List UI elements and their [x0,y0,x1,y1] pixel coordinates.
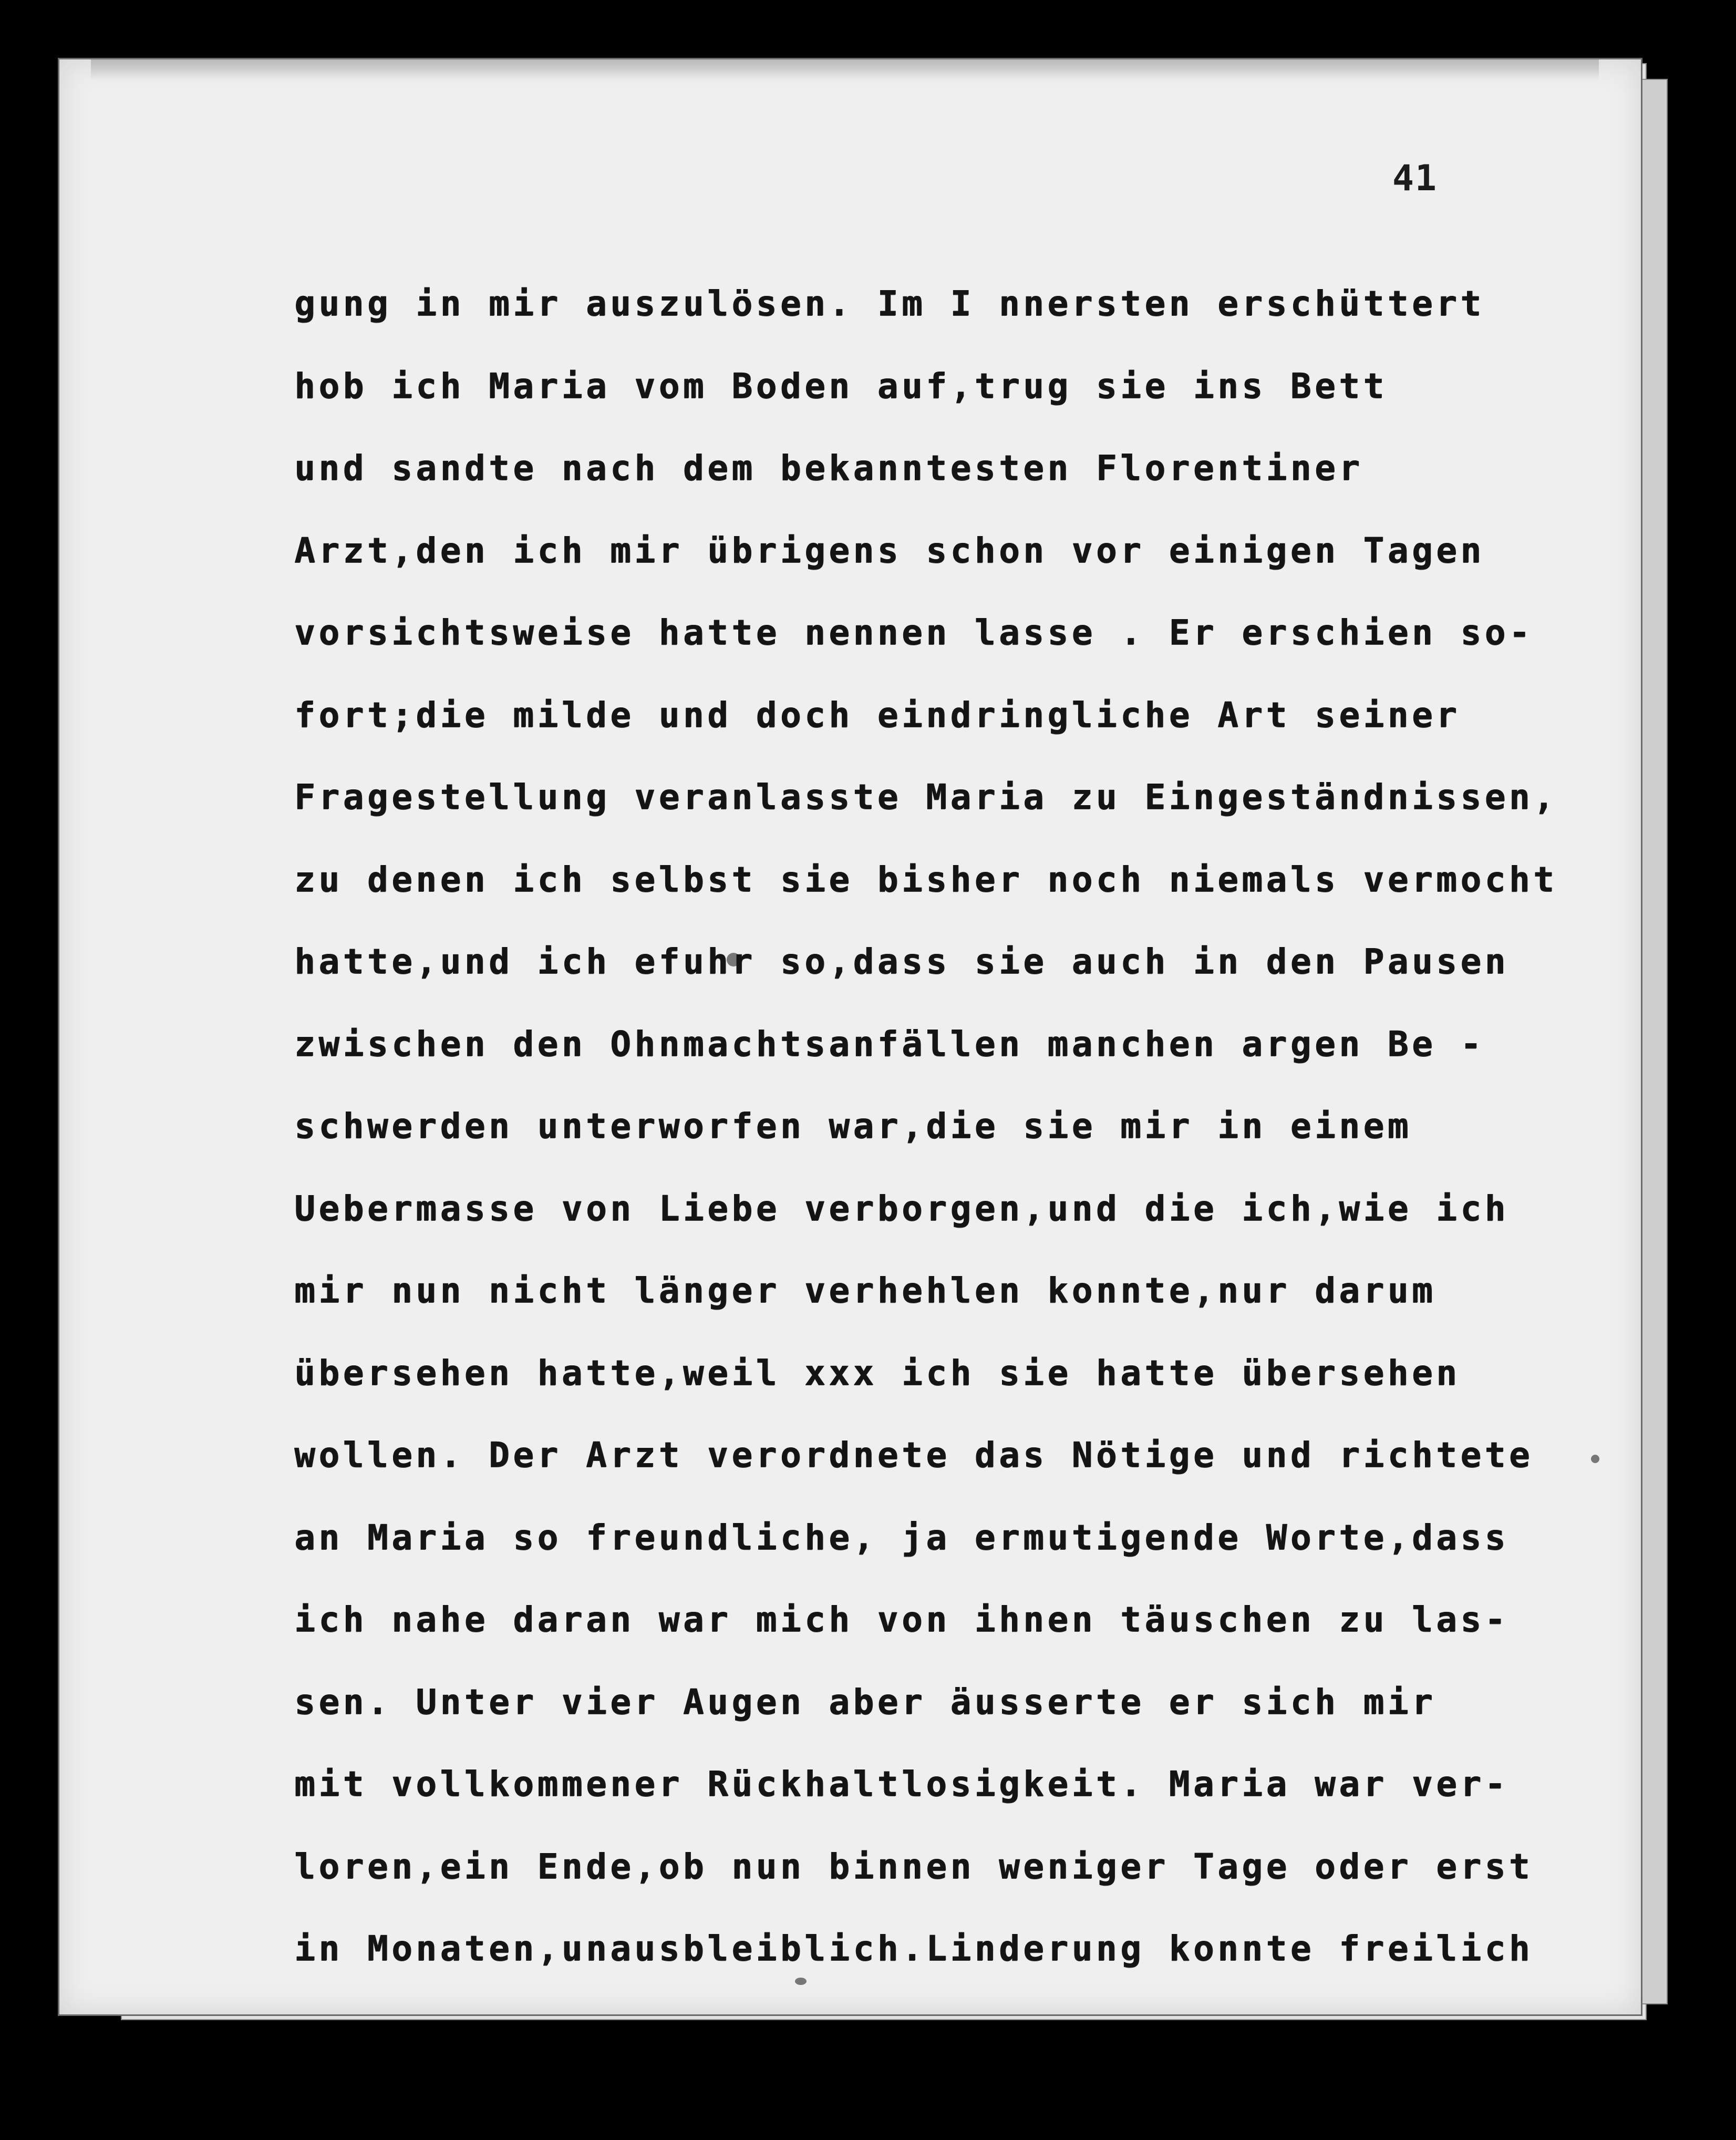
text-line: mit vollkommener Rückhaltlosigkeit. Maria war ver- [294,1764,1509,1804]
text-line: sen. Unter vier Augen aber äusserte er sich mir [294,1681,1437,1722]
text-line: in Monaten,unausbleiblich.Linderung konnte freilich [294,1928,1534,1969]
text-line: an Maria so freundliche, ja ermutigende Worte,dass [294,1517,1509,1558]
text-line: hob ich Maria vom Boden auf,trug sie ins Bett [294,365,1388,406]
text-line: übersehen hatte,weil xxx ich sie hatte übersehen [294,1352,1461,1393]
page-number: 41 [1392,158,1438,199]
text-line: zu denen ich selbst sie bisher noch niemals vermocht [294,859,1558,900]
text-line: hatte,und ich efuhr so,dass sie auch in den Pausen [294,941,1509,982]
text-line: Arzt,den ich mir übrigens schon vor einigen Tagen [294,530,1485,571]
text-line: fort;die milde und doch eindringliche Art seiner [294,694,1461,735]
text-line: loren,ein Ende,ob nun binnen weniger Tage oder erst [294,1846,1534,1887]
text-line: und sandte nach dem bekanntesten Florentiner [294,448,1363,488]
text-line: Fragestellung veranlasste Maria zu Eingeständnissen, [294,777,1558,817]
text-line: schwerden unterworfen war,die sie mir in einem [294,1106,1412,1146]
text-line: mir nun nicht länger verhehlen konnte,nur darum [294,1270,1437,1311]
body-text [294,263,1618,1990]
text-line: gung in mir auszulösen. Im I nnersten erschüttert [294,283,1485,324]
text-line: wollen. Der Arzt verordnete das Nötige und richtete [294,1435,1534,1475]
text-line: ich nahe daran war mich von ihnen täuschen zu las- [294,1599,1509,1640]
text-line: Uebermasse von Liebe verborgen,und die ich,wie ich [294,1188,1509,1229]
text-line: zwischen den Ohnmachtsanfällen manchen argen Be - [294,1023,1485,1064]
text-line: vorsichtsweise hatte nennen lasse . Er erschien so- [294,612,1534,653]
